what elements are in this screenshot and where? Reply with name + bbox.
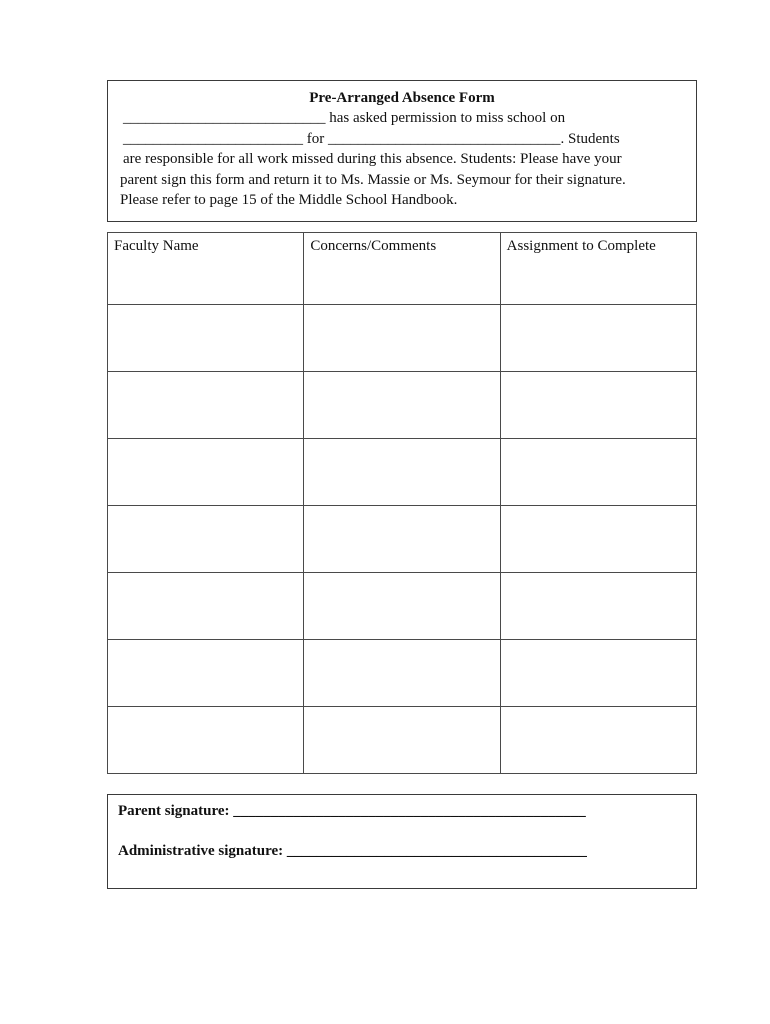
parent-signature-line[interactable]: Parent signature: _______________________________________________ [118, 803, 586, 819]
form-header-box [107, 80, 697, 222]
table-row [108, 506, 697, 573]
comments-cell[interactable] [304, 640, 500, 707]
faculty-name-header: Faculty Name [108, 233, 304, 305]
assignment-cell[interactable] [500, 506, 696, 573]
instructions-line-2: parent sign this form and return it to Ms. Massie or Ms. Seymour for their signature. [120, 172, 626, 188]
comments-cell[interactable] [304, 372, 500, 439]
faculty-name-cell[interactable] [108, 372, 304, 439]
comments-cell[interactable] [304, 305, 500, 372]
assignment-cell[interactable] [500, 439, 696, 506]
instructions-line-1: are responsible for all work missed during this absence. Students: Please have your [123, 151, 622, 167]
assignment-cell[interactable] [500, 707, 696, 774]
table-row [108, 573, 697, 640]
table-row [108, 640, 697, 707]
assignment-header: Assignment to Complete [500, 233, 696, 305]
comments-cell[interactable] [304, 439, 500, 506]
signature-box [107, 794, 697, 889]
concerns-comments-header: Concerns/Comments [304, 233, 500, 305]
faculty-table [107, 232, 697, 774]
administrative-signature-line[interactable]: Administrative signature: ________________________________________ [118, 843, 587, 859]
faculty-name-cell[interactable] [108, 707, 304, 774]
faculty-name-cell[interactable] [108, 573, 304, 640]
table-row [108, 707, 697, 774]
table-header-row [108, 233, 697, 305]
table-row [108, 439, 697, 506]
assignment-cell[interactable] [500, 640, 696, 707]
faculty-name-cell[interactable] [108, 506, 304, 573]
faculty-name-cell[interactable] [108, 305, 304, 372]
permission-line: ___________________________ has asked permission to miss school on [123, 110, 566, 126]
date-reason-line: ________________________ for _______________________________. Students [123, 131, 620, 147]
table-row [108, 372, 697, 439]
assignment-cell[interactable] [500, 573, 696, 640]
form-title: Pre-Arranged Absence Form [309, 90, 495, 106]
instructions-line-3: Please refer to page 15 of the Middle School Handbook. [120, 192, 458, 208]
comments-cell[interactable] [304, 506, 500, 573]
comments-cell[interactable] [304, 707, 500, 774]
comments-cell[interactable] [304, 573, 500, 640]
table-row [108, 305, 697, 372]
faculty-name-cell[interactable] [108, 439, 304, 506]
assignment-cell[interactable] [500, 372, 696, 439]
faculty-name-cell[interactable] [108, 640, 304, 707]
assignment-cell[interactable] [500, 305, 696, 372]
